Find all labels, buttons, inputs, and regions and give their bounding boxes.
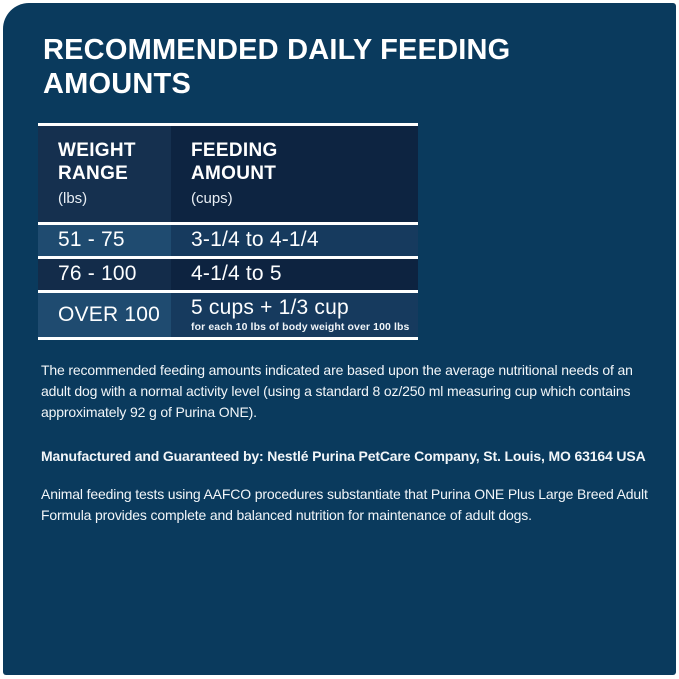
page-title: RECOMMENDED DAILY FEEDING AMOUNTS bbox=[43, 34, 511, 100]
feeding-guide-panel bbox=[3, 3, 676, 675]
feeding-amount-cell bbox=[171, 225, 418, 256]
feeding-table bbox=[38, 123, 418, 340]
header-cell-weight-range bbox=[38, 126, 171, 222]
feeding-info-paragraph: The recommended feeding amounts indicated are based upon the average nutritional needs of an adult dog with a normal activity level (using a standard 8 oz/250 ml measuring cup which contains approximately 92 g of Purina ONE). bbox=[41, 362, 633, 420]
feeding-amount-value: 4-1/4 to 5 bbox=[191, 262, 282, 285]
manufacturer-paragraph: Manufactured and Guaranteed by: Nestlé Purina PetCare Company, St. Louis, MO 63164 USA bbox=[41, 448, 646, 464]
weight-range-header-label: WEIGHT RANGE bbox=[58, 140, 136, 184]
feeding-amount-header-label: FEEDING AMOUNT bbox=[191, 140, 278, 184]
aafco-statement-paragraph: Animal feeding tests using AAFCO procedures substantiate that Purina ONE Plus Large Breed Adult Formula provides complete and balanced nutrition for maintenance of adult dogs. bbox=[41, 486, 648, 523]
weight-range-value: 76 - 100 bbox=[58, 262, 137, 285]
feeding-amount-cell bbox=[171, 293, 418, 337]
weight-range-value: 51 - 75 bbox=[58, 228, 125, 251]
weight-range-value: OVER 100 bbox=[58, 302, 160, 326]
feeding-amount-note: for each 10 lbs of body weight over 100 lbs bbox=[191, 321, 410, 333]
feeding-amount-value: 5 cups + 1/3 cup bbox=[191, 296, 349, 319]
feeding-amount-header-unit: (cups) bbox=[191, 190, 233, 207]
table-row bbox=[38, 290, 418, 337]
table-row bbox=[38, 256, 418, 290]
weight-range-cell bbox=[38, 225, 171, 256]
feeding-amount-value: 3-1/4 to 4-1/4 bbox=[191, 228, 319, 251]
weight-range-cell bbox=[38, 259, 171, 290]
table-row bbox=[38, 222, 418, 256]
weight-range-header-unit: (lbs) bbox=[58, 190, 88, 207]
table-header-row bbox=[38, 126, 418, 222]
weight-range-cell bbox=[38, 293, 171, 337]
header-cell-feeding-amount bbox=[171, 126, 418, 222]
feeding-amount-cell bbox=[171, 259, 418, 290]
